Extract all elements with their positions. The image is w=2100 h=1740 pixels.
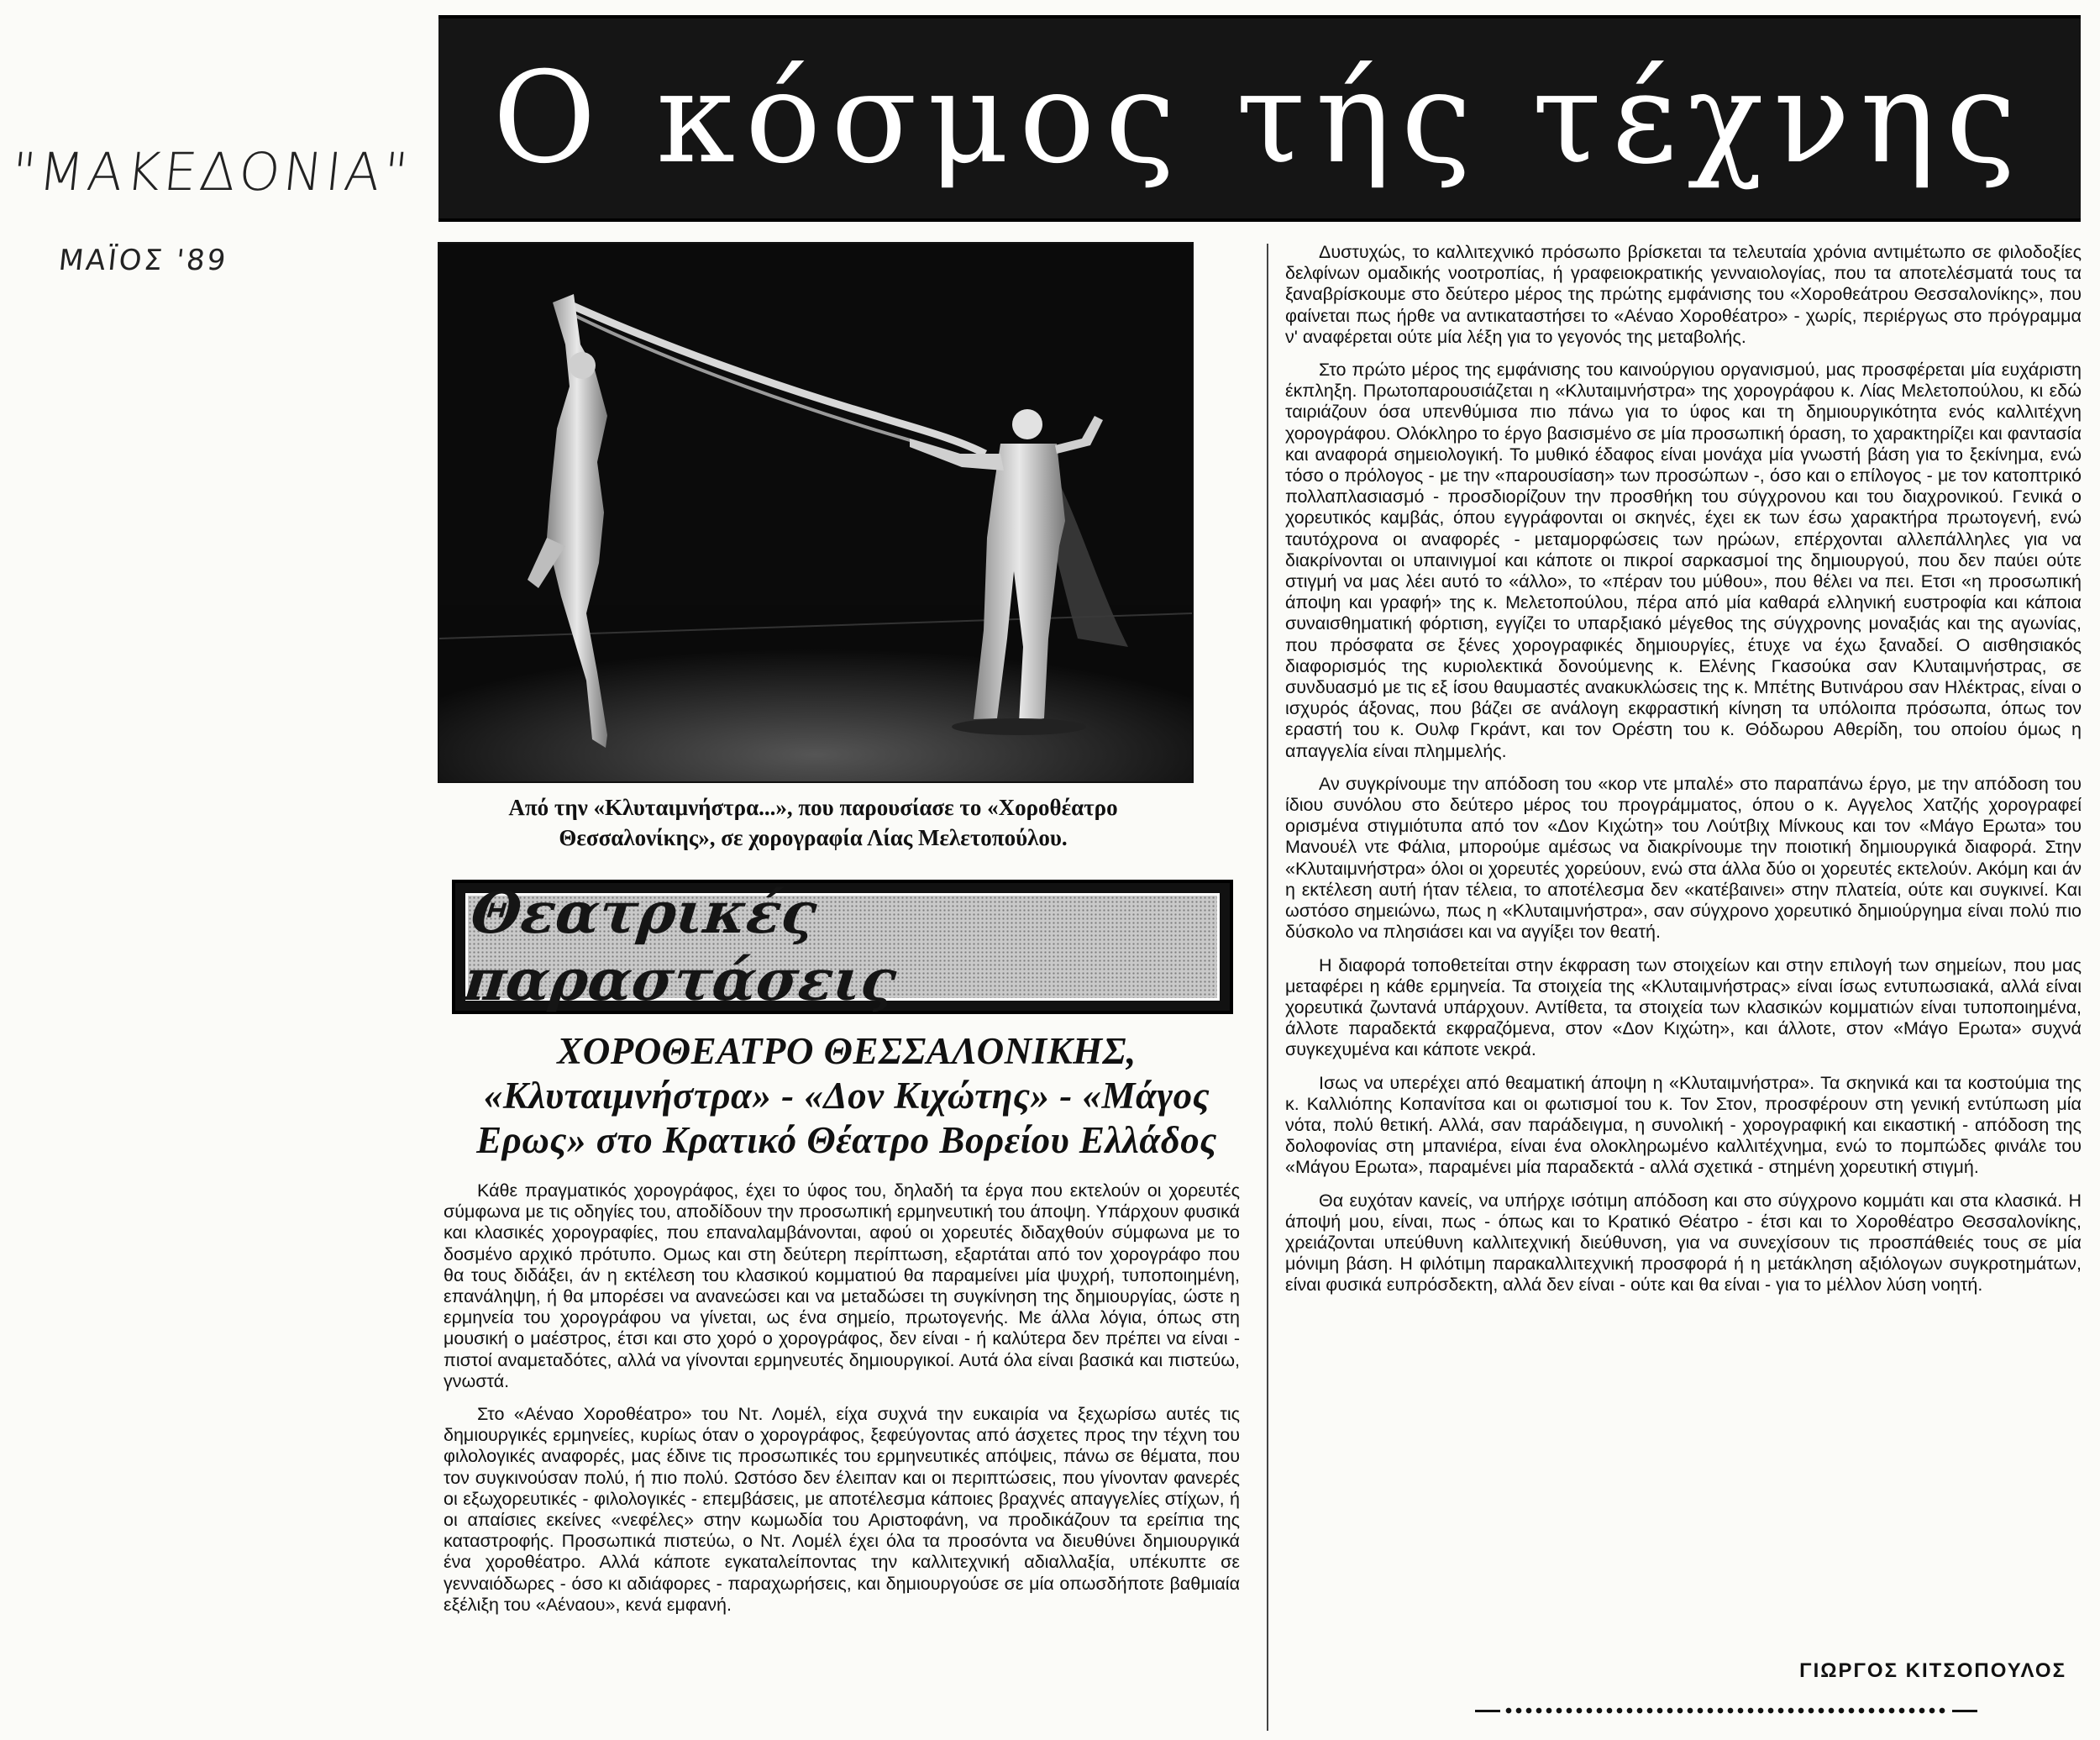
paragraph: Δυστυχώς, το καλλιτεχνικό πρόσωπο βρίσκεται τα τελευταία χρόνια αντιμέτωπο σε φιλοδοξίες δελφίνων ομαδικής νοοτροπίας, ή γραφειοκρατικής γενναιολογίας, που τα αποτελέσματά τους τα ξαναβρίσκουμε στο δεύτερο μέρος της πρώτης εμφάνισης του «Χοροθεάτρου Θεσσαλονίκης», που φαίνεται πως ήρθε να αντικαταστήσει το «Αέναο Χοροθέατρο» - χωρίς, περιέργως στο πρόγραμμα ν' αναφέρεται ούτε μία λέξη για το γεγονός της μεταβολής. [1285, 242, 2082, 347]
column-divider [1267, 244, 1268, 1731]
paragraph: Στο πρώτο μέρος της εμφάνισης του καινούργιου οργανισμού, μας προσφέρεται μία ευχάριστη έκπληξη. Πρωτοπαρουσιάζεται η «Κλυταιμνήστρα» της χορογράφου κ. Λίας Μελετοπούλου, κι εδώ ταιριάζουν όσα υπενθύμισα πιο πάνω για το ύφος και τη δημιουργικότητα ενός καλλιτέχνη χορογράφου. Ολόκληρο το έργο βασισμένο σε μία προσωπική όραση, το χαρακτηρίζει και φαντασία και αναφορά σημειολογική. Το μυθικό έδαφος είναι μονάχα μία γνωστή βάση για το ξεκίνημα, ενώ τόσο ο πρόλογος - με την «παρουσίαση» των προσώπων -, όσο και ο επίλογος - με τον κατοπτρικό πολλαπλασιασμό - προσδιορίζουν την προσθήκη του σύγχρονου και του διαχρονικού. Γενικά ο χορευτικός καμβάς, όπου εγγράφονται οι σκηνές, έχει εκ των έσω χαρακτήρα πρωτογενή, ενώ ταυτόχρονα οι αναφορές - μεταμορφώσεις των ηρώων, επέρχονται αλλεπάλληλες για να διακρίνονται οι υπαινιγμοί και κάποτε οι πικροί σαρκασμοί της δημιουργού, που δεν παύει ούτε στιγμή να μας λέει αυτό το «άλλο», το «πέραν του μύθου», που θέλει να πει. Ετσι «η προσωπική άποψη και γραφή» της κ. Μελετοπούλου, πέρα από μία καθαρά ελληνική ευστροφία και κάποια συναισθηματική φόρτιση, εγγίζει το υπαρξιακό μέγεθος της σύγχρονης μοναξιάς και της αγωνίας, που πρόσφατα σε ξένες χορογραφικές δημιουργίες, έτυχε να έχω ξαναδεί. Ο αισθησιακός διαφορισμός της κυριολεκτικά δονούμενης κ. Ελένης Γκασούκα σαν Κλυταιμνήστρας, σε συνδυασμό με τις εξ ίσου θαυμαστές ανακυκλώσεις της κ. Μπέτης Βυτινάρου σαν Ηλέκτρας, είναι ο ισχυρός άξονας, που βάζει σε ανάλογη εκφραστική κίνηση τα υπόλοιπα πρόσωπα, όπως τον εραστή του κ. Ουλφ Γκράντ, και τον Ορέστη του κ. Θόδωρου Αθερίδη, του οποίου όμως η απαγγελία είναι πλημμελής. [1285, 360, 2082, 761]
rubric-inner [460, 880, 1220, 1014]
author-byline: ΓΙΩΡΓΟΣ ΚΙΤΣΟΠΟΥΛΟΣ [1799, 1659, 2066, 1682]
paragraph: Ισως να υπερέχει από θεαματική άποψη η «Κλυταιμνήστρα». Τα σκηνικά και τα κοστούμια της κ. Καλλιόπης Κοπανίτσα και οι φωτισμοί του κ. Τον Στον, προσφέρουν στη γενική εντύπωση μία νότα, πολύ θετική. Αλλά, σαν παράδειγμα, η συνολική - χορογραφική και εικαστική - απόδοση της δολοφονίας στη μπανιέρα, είναι ένα ολοκληρωμένο καλλιτέχνημα, ενώ το πομπώδες φινάλε του «Μάγου Ερωτα», παραμένει μία παραδεκτά - αλλά σχετικά - στημένη χορευτική στιγμή. [1285, 1072, 2082, 1178]
photo-caption: Από την «Κλυταιμνήστρα...», που παρουσίασε το «Χοροθέατρο Θεσσαλονίκης», σε χορογραφία Λίας Μελετοπούλου. [508, 795, 1118, 850]
paragraph: Στο «Αέναο Χοροθέατρο» του Ντ. Λομέλ, είχα συχνά την ευκαιρία να ξεχωρίσω αυτές τις δημιουργικές ερμηνείες, κυρίως όταν ο χορογράφος, ξεφεύγοντας από άσχετες προς την τέχνη του φιλολογικές αναφορές, μας έδινε τις προσωπικές του ερμηνευτικές απόψεις, πάνω σε θέματα, που τον συγκινούσαν πολύ, ή πιο πολύ. Ωστόσο δεν έλειπαν και οι περιπτώσεις, που γίνονταν φανερές οι εξωχορευτικές - φιλολογικές - επεμβάσεις, με αποτέλεσμα κάποιες βραχνές απαγγελίες στίχων, ή οι απαίσιες εκείνες «νεφέλες» στην κωμωδία του Αριστοφάνη, να προδικάζουν τα ερείπια της καταστροφής. Προσωπικά πιστεύω, ο Ντ. Λομέλ έχει όλα τα προσόντα να διευθύνει δημιουργικά ένα χοροθέατρο. Αλλά κάποτε εγκαταλείποντας την καλλιτεχνική αδιαλλαξία, υπέκυπτε σε γενναιόδωρες - όσο κι αδιάφορες - παραχωρήσεις, και δημιουργούσε σε μία οπωσδήποτε βαθμιαία εξέλιξη του «Αέναου», κενά εμφανή. [444, 1404, 1240, 1615]
section-masthead [438, 15, 2081, 222]
article-headline: ΧΟΡΟΘΕΑΤΡΟ ΘΕΣΣΑΛΟΝΙΚΗΣ, «Κλυταιμνήστρα» - «Δον Κιχώτης» - «Μάγος Ερως» στο Κρατικό Θέατρο Βορείου Ελλάδος [476, 1030, 1217, 1161]
dancers-image [439, 244, 1192, 781]
paragraph: Αν συγκρίνουμε την απόδοση του «κορ ντε μπαλέ» στο παραπάνω έργο, με την απόδοση του ίδιου συνόλου στο δεύτερο μέρος του προγράμματος, όπου ο κ. Αγγελος Χατζής χορογραφεί ορισμένα στιγμιότυπα από τον «Δον Κιχώτη» του Λούτβιχ Μίνκους και τον «Μάγο Ερωτα» του Μανουέλ ντε Φάλια, μπορούμε αμέσως να διακρίνουμε την ποιοτική δημιουργικά διαφορά. Στην «Κλυταιμνήστρα» όλοι οι χορευτές χορεύουν, ενώ στα άλλα δύο οι χορευτές εκτελούν. Ακόμη και άν η εκτέλεση αυτή ήταν τέλεια, το αποτέλεσμα δεν «κατέβαινει» στην πλατεία, ούτε και συγκινεί. Και ωστόσο σημειώνω, πως η «Κλυταιμνήστρα», σαν σύγχρονο χορευτικό δημιούργημα είναι πολύ πιο δύσκολο να πλησιάσει και να αγγίξει τον θεατή. [1285, 773, 2082, 943]
article-column-right [1285, 242, 2082, 1308]
dance-photo [438, 242, 1194, 783]
ornamental-rule [1504, 1706, 1949, 1717]
masthead-title: Ο κόσμος τής τέχνης [492, 45, 2027, 192]
handwritten-date: ΜΑΪΟΣ '89 [56, 244, 230, 277]
handwritten-newspaper-name: "ΜΑΚΕΔΟΝΙΑ" [8, 141, 414, 202]
paragraph: Η διαφορά τοποθετείται στην έκφραση των στοιχείων και στην επιλογή των σημείων, που μας μεταφέρει η κάθε ερμηνεία. Τα στοιχεία της «Κλυταιμνήστρας» είναι ίσως εντυπωσιακά, αλλά είναι χορευτικά ζωντανά υπάρχουν. Αντίθετα, τα στοιχεία των κλασικών κομματιών είναι τυποποιημένα, άλλοτε παραδεκτά εκφραζόμενα, στον «Δον Κιχώτη», και άλλοτε, στον «Μάγο Ερωτα» συχνά συγκεχυμένα και κάποτε νεκρά. [1285, 954, 2082, 1060]
paragraph: Κάθε πραγματικός χορογράφος, έχει το ύφος του, δηλαδή τα έργα που εκτελούν οι χορευτές σύμφωνα με τις οδηγίες του, αποδίδουν την προσωπική ερμηνευτική του άποψη. Υπάρχουν φυσικά και κλασικές χορογραφίες, που επαναλαμβάνονται, αφού οι χορευτές διδαχθούν σύμφωνα με το δοσμένο αρχικό πρότυπο. Ομως και στη δεύτερη περίπτωση, εξαρτάται από τον χορογράφο που θα τους διδάξει, άν η εκτέλεση του κλασικού κομματιού θα παραμείνει μία ψυχρή, τυποποιημένη, επανάληψη, ή θα μπορέσει να ανανεώσει και να μεταδώσει τη συγκίνηση της δημιουργίας, ώστε η ερμηνεία του χορογράφου να γίνεται, ως ένα σημείο, πρωτογενής. Με άλλα λόγια, όπως στη μουσική ο μαέστρος, έτσι και στο χορό ο χορογράφος, δεν είναι - ή καλύτερα δεν πρέπει να είναι - πιστοί αναμεταδότες, αλλά να γίνονται ερμηνευτές δημιουργικοί. Αυτά όλα είναι βασικά και πιστεύω, γνωστά. [444, 1180, 1240, 1391]
rubric-label: Θεατρικές παραστάσεις [460, 880, 900, 1014]
rubric-box [452, 880, 1233, 1014]
paragraph: Θα ευχόταν κανείς, να υπήρχε ισότιμη απόδοση και στο σύγχρονο κομμάτι και στα κλασικά. Η άποψή μου, είναι, πως - όπως και το Κρατικό Θέατρο - έτσι και το Χοροθέατρο Θεσσαλονίκης, χρειάζονται υπεύθυνη καλλιτεχνική διεύθυνση, για να συνεχίσουν τις προσπάθειές τους σε μία μόνιμη βάση. Η φιλότιμη παρακαλλιτεχνική προσφορά ή η μετάκληση αξιόλογων συγκροτημάτων, είναι φυσικά ευπρόσδεκτη, αλλά δεν είναι - ούτε και θα είναι - για το μέλλον λύση νοητή. [1285, 1190, 2082, 1296]
article-column-left [444, 1180, 1240, 1627]
